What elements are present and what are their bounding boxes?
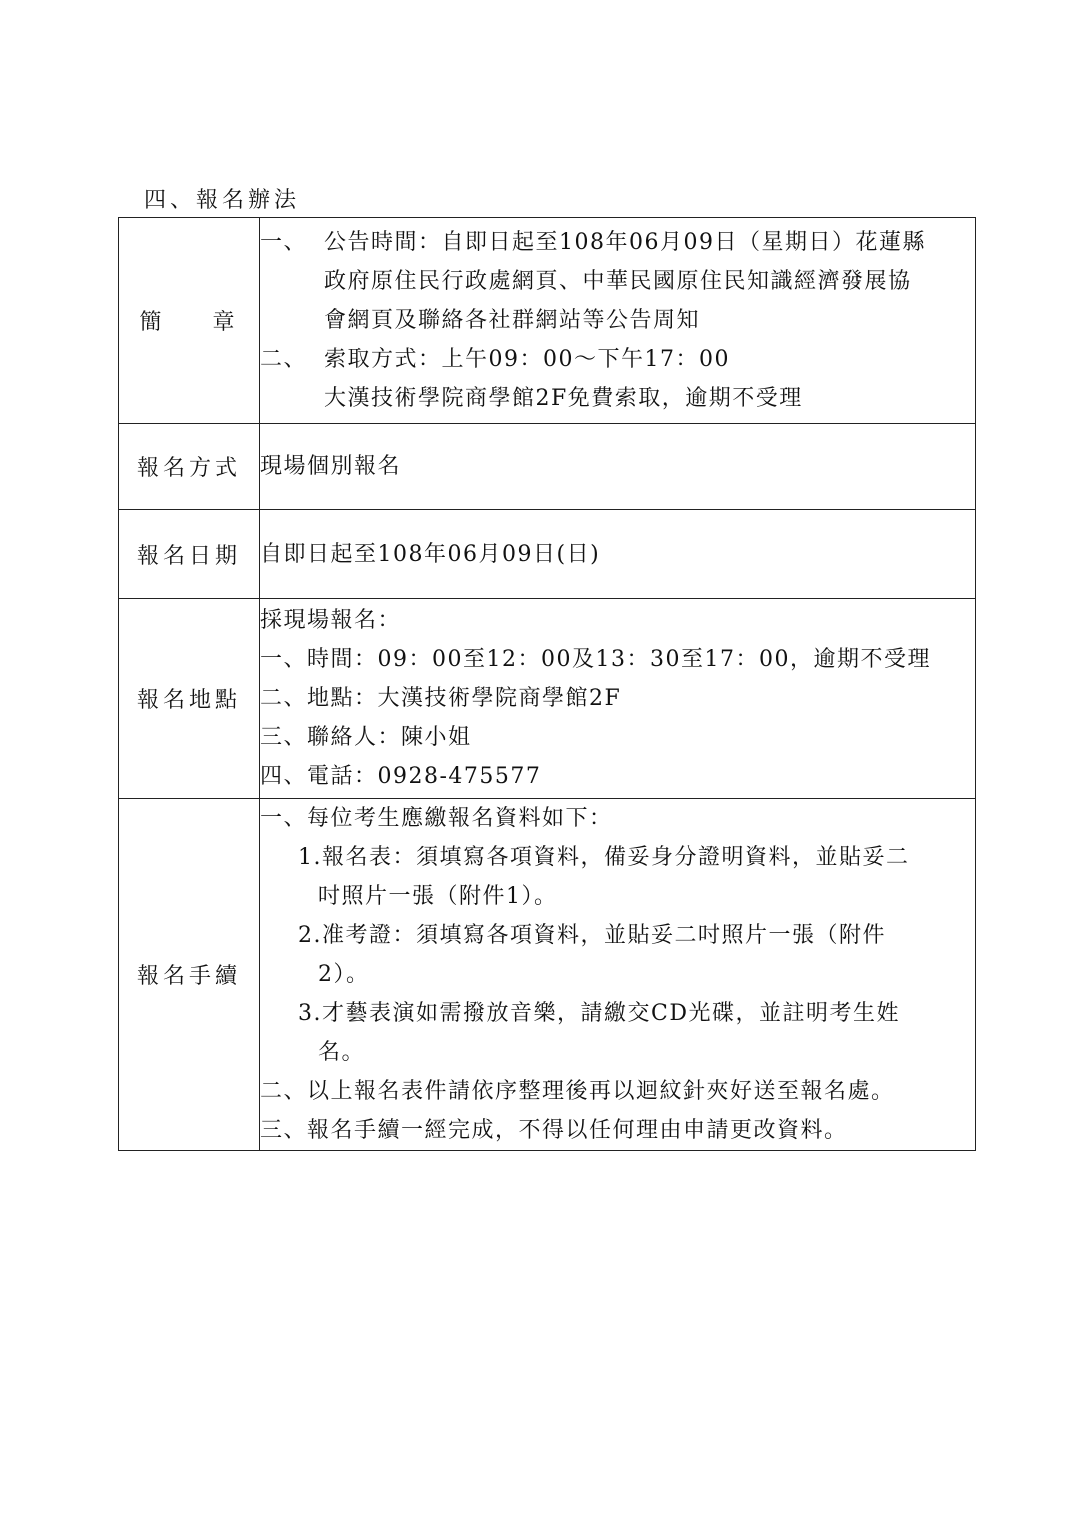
location-line-2: 一、時間：09：00至12：00及13：30至17：00，逾期不受理	[260, 647, 931, 672]
sub-item-line: 2）。	[318, 962, 370, 987]
label-date: 報名日期	[119, 510, 260, 599]
label-brochure: 簡 章	[119, 218, 260, 424]
brochure-item-2-line-2: 大漢技術學院商學館2F免費索取，逾期不受理	[324, 386, 803, 411]
procedure-tail-2: 三、報名手續一經完成，不得以任何理由申請更改資料。	[260, 1118, 848, 1143]
label-procedure: 報名手續	[119, 799, 260, 1151]
brochure-item-1	[260, 223, 975, 262]
brochure-item-2-line-1: 索取方式：上午09：00～下午17：00	[324, 347, 730, 372]
sub-item-line: 1.報名表：須填寫各項資料，備妥身分證明資料，並貼妥二	[298, 845, 910, 870]
procedure-sub-item-1	[260, 838, 975, 916]
location-line-4: 三、聯絡人：陳小姐	[260, 725, 472, 750]
content-method	[260, 424, 976, 510]
sub-item-line: 3.才藝表演如需撥放音樂，請繳交CD光碟，並註明考生姓	[298, 1001, 900, 1026]
table-row-date	[119, 510, 976, 599]
sub-item-line: 名。	[318, 1040, 366, 1065]
location-line-1: 採現場報名：	[260, 608, 402, 633]
brochure-item-1-line-3: 會網頁及聯絡各社群網站等公告周知	[324, 308, 701, 333]
procedure-sub-item-2	[260, 916, 975, 994]
procedure-tail-1: 二、以上報名表件請依序整理後再以迴紋針夾好送至報名處。	[260, 1079, 895, 1104]
table-row-procedure	[119, 799, 976, 1151]
label-method: 報名方式	[119, 424, 260, 510]
date-value: 自即日起至108年06月09日(日)	[260, 541, 601, 567]
table-row-brochure	[119, 218, 976, 424]
brochure-item-1-line-2: 政府原住民行政處網頁、中華民國原住民知識經濟發展協	[324, 269, 912, 294]
sub-item-line: 2.准考證：須填寫各項資料，並貼妥二吋照片一張（附件	[298, 923, 886, 948]
content-location	[260, 599, 976, 799]
item-marker: 二、	[260, 347, 308, 372]
section-heading: 四、報名辦法	[144, 188, 301, 213]
table-row-location	[119, 599, 976, 799]
location-line-3: 二、地點：大漢技術學院商學館2F	[260, 686, 622, 711]
procedure-intro: 一、每位考生應繳報名資料如下：	[260, 806, 613, 831]
label-location: 報名地點	[119, 599, 260, 799]
procedure-sub-item-3	[260, 994, 975, 1072]
brochure-item-2	[260, 340, 975, 379]
brochure-item-1-line-1: 公告時間：自即日起至108年06月09日（星期日）花蓮縣	[324, 230, 926, 255]
method-value: 現場個別報名	[260, 454, 402, 479]
content-brochure	[260, 218, 976, 424]
sub-item-line: 吋照片一張（附件1）。	[318, 884, 558, 909]
content-procedure	[260, 799, 976, 1151]
content-date	[260, 510, 976, 599]
item-marker: 一、	[260, 230, 308, 255]
registration-table	[118, 217, 976, 1151]
location-line-5: 四、電話：0928-475577	[260, 764, 542, 789]
table-row-method	[119, 424, 976, 510]
